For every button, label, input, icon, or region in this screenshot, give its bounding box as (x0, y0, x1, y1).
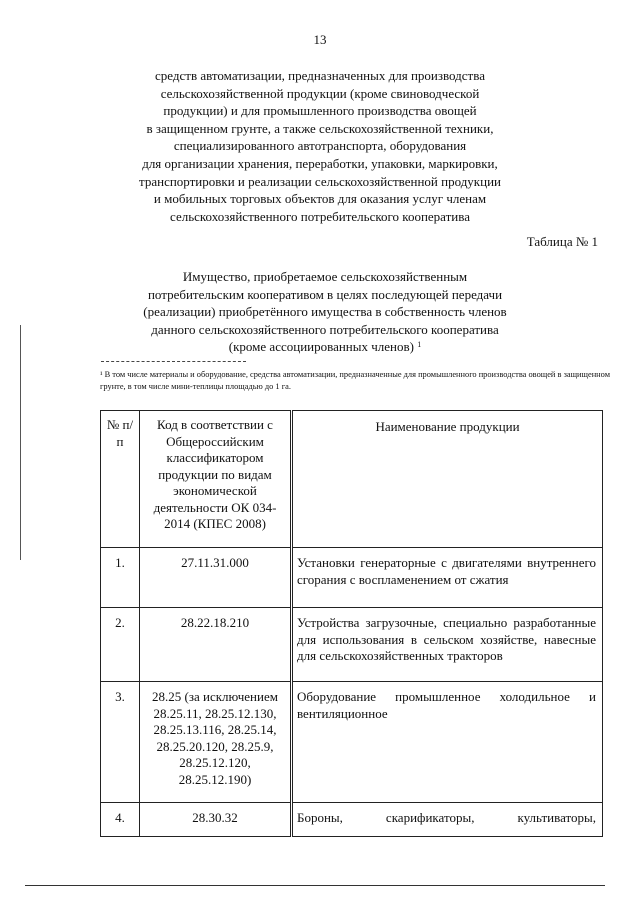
intro-title-line: транспортировки и реализации сельскохозяйственной продукции (139, 173, 501, 189)
row-name: Бороны, скарификаторы, культиваторы, (292, 803, 603, 837)
table-row (101, 608, 603, 682)
intro-title-line: средств автоматизации, предназначенных для производства (155, 68, 485, 83)
row-code: 28.30.32 (140, 803, 292, 837)
page-number: 13 (313, 32, 327, 47)
row-number: 3. (101, 682, 140, 803)
table-heading-line: Имущество, приобретаемое сельскохозяйственным (182, 269, 468, 284)
footnote-reference[interactable]: 1 (417, 340, 422, 350)
intro-title-line: для организации хранения, переработки, упаковки, маркировки, (142, 155, 498, 171)
table-heading-line: данного сельскохозяйственного потребительского кооператива (151, 321, 499, 337)
intro-title (120, 67, 520, 225)
table-heading-line: потребительским кооперативом в целях последующей передачи (147, 286, 503, 302)
footnote: ¹ В том числе материалы и оборудование, средства автоматизации, предназначенные для промышленного производства овощей в защищенном грунте, в том числе мини-теплицы площадью до 1 га. (100, 370, 610, 391)
row-name: Установки генераторные с двигателями внутреннего сгорания с воспламенением от сжатия (292, 548, 603, 608)
row-name: Устройства загрузочные, специально разработанные для использования в сельском хозяйстве, навесные для сельскохозяйственных тракторов (292, 608, 603, 682)
intro-title-line: продукции) и для промышленного производства овощей (163, 103, 477, 119)
intro-title-line: в защищенном грунте, а также сельскохозяйственной техники, (146, 120, 494, 136)
table-heading-line: (реализации) приобретённого имущества в собственность членов (143, 304, 507, 320)
row-number: 2. (101, 608, 140, 682)
row-code: 28.22.18.210 (140, 608, 292, 682)
footnote-separator (101, 361, 246, 362)
intro-title-line: сельскохозяйственного потребительского кооператива (170, 208, 470, 224)
table-heading-line (130, 338, 520, 356)
header-code: Код в соответствии с Общероссийским классификатором продукции по видам экономической деятельности ОК 034-2014 (КПЕС 2008) (140, 411, 292, 548)
row-name: Оборудование промышленное холодильное и вентиляционное (292, 682, 603, 803)
table-caption: Таблица № 1 (526, 234, 598, 249)
products-table (100, 410, 603, 837)
header-number: № п/п (101, 411, 140, 548)
row-code: 27.11.31.000 (140, 548, 292, 608)
margin-line (20, 325, 21, 560)
intro-title-line: специализированного автотранспорта, оборудования (173, 138, 467, 154)
table-heading-line-text: (кроме ассоциированных членов) (228, 339, 414, 355)
intro-title-line: сельскохозяйственной продукции (кроме свиноводческой (160, 85, 480, 101)
row-code: 28.25 (за исключением 28.25.11, 28.25.12.130, 28.25.13.116, 28.25.14, 28.25.20.120, 28.25.9, 28.25.12.120, 28.25.12.190) (140, 682, 292, 803)
table-row (101, 548, 603, 608)
header-name: Наименование продукции (292, 411, 603, 548)
bottom-scan-edge (25, 885, 605, 886)
table-row (101, 803, 603, 837)
table-header-row (101, 411, 603, 548)
row-number: 1. (101, 548, 140, 608)
table-row (101, 682, 603, 803)
intro-title-line: и мобильных торговых объектов для оказания услуг членам (153, 191, 487, 207)
table-heading (130, 268, 520, 356)
row-number: 4. (101, 803, 140, 837)
